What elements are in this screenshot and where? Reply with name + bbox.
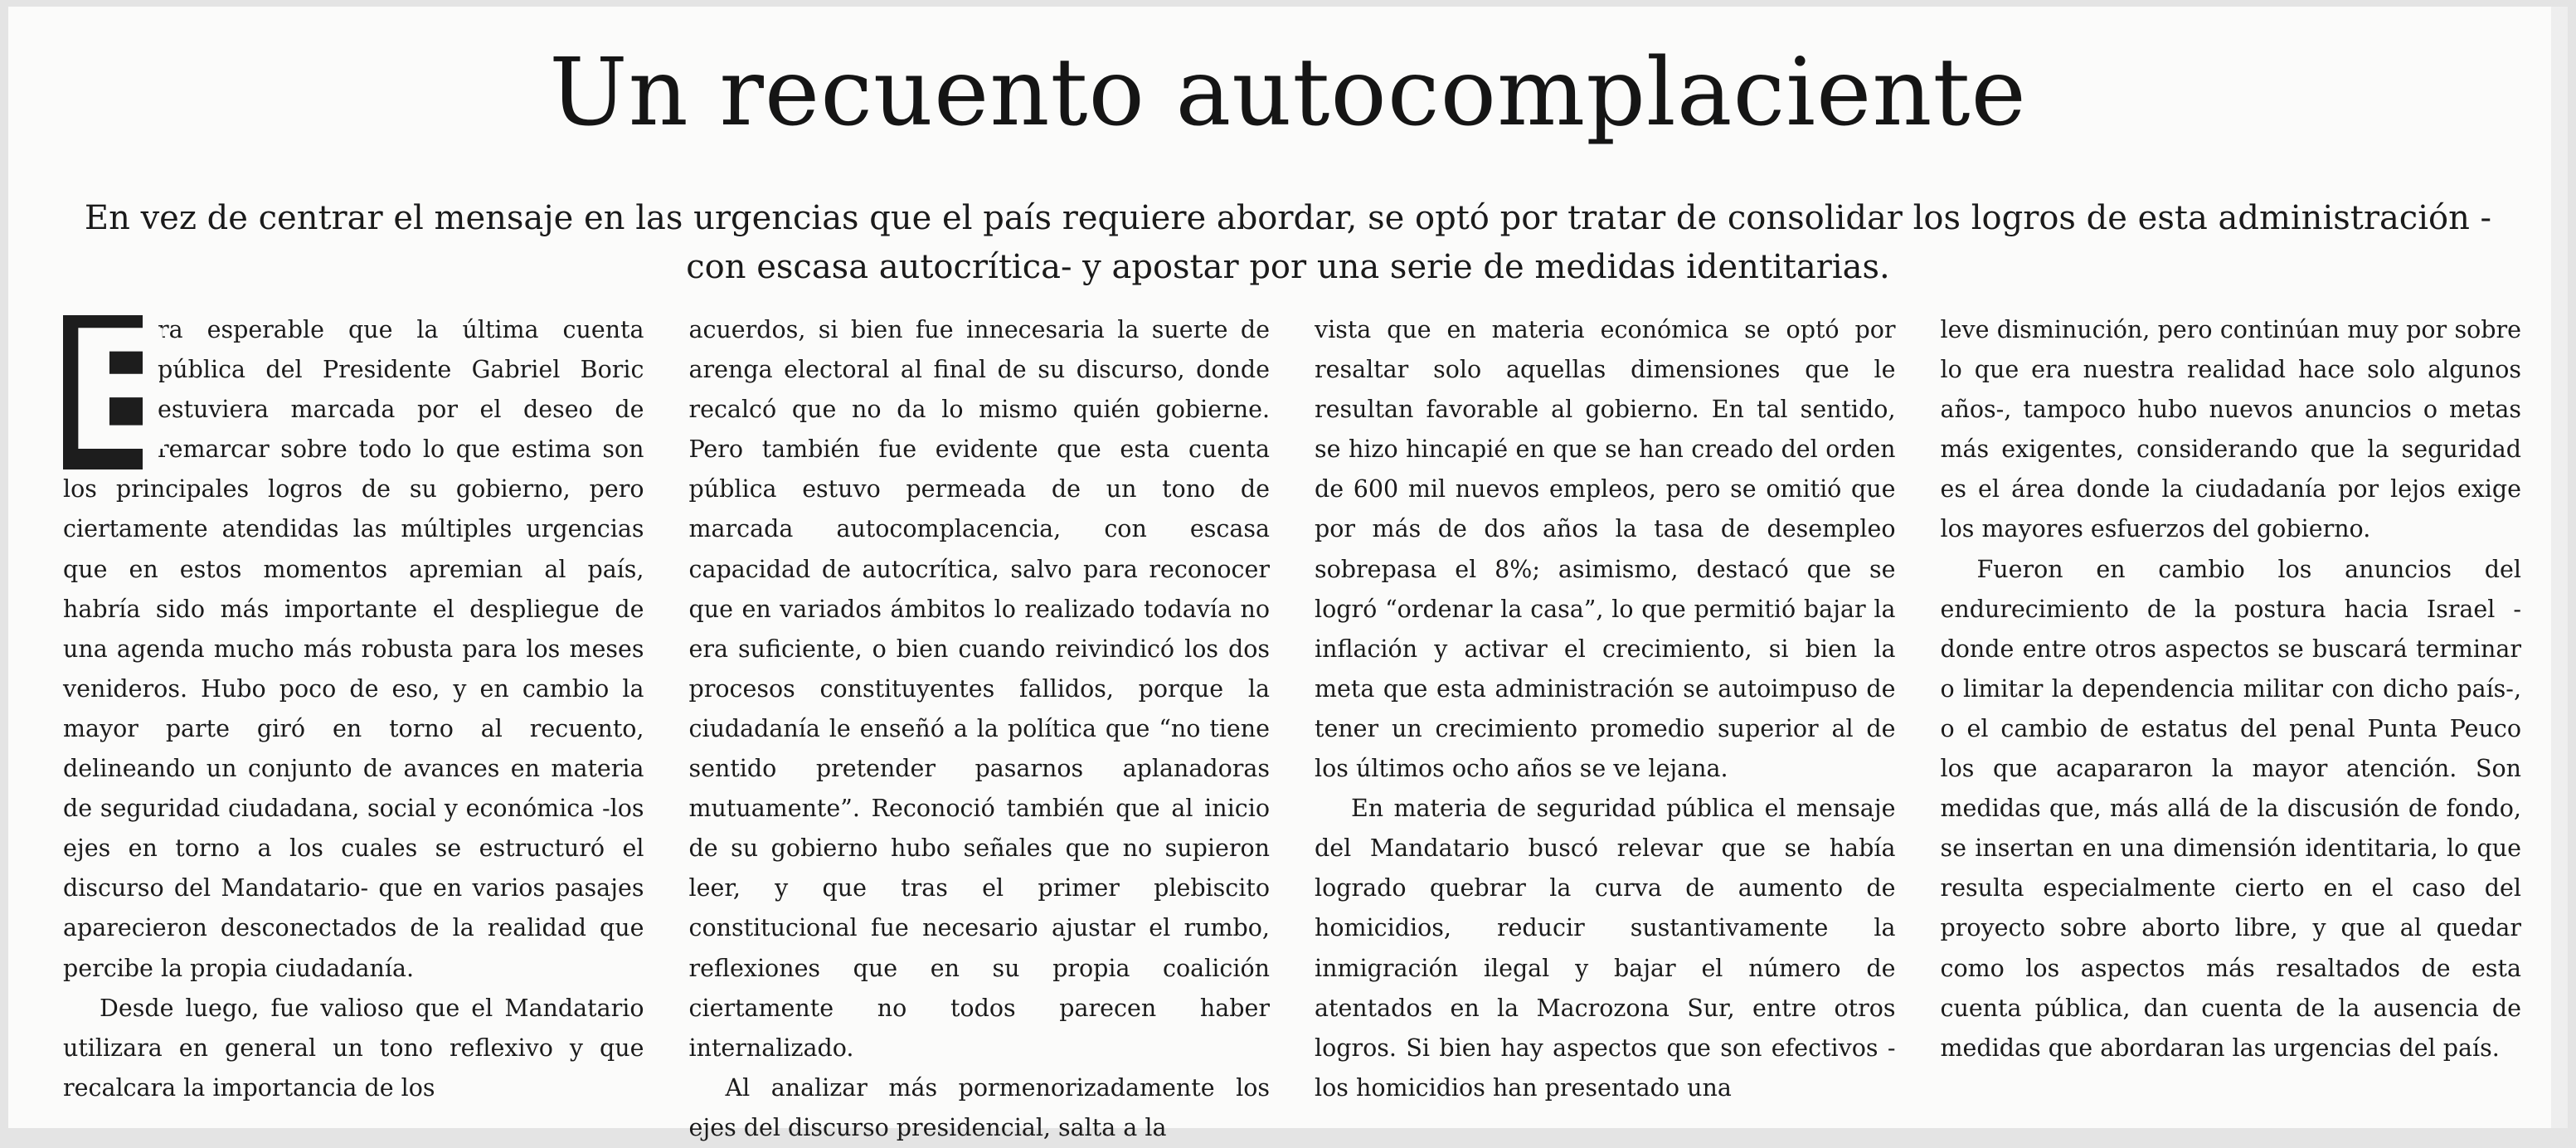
paragraph: vista que en materia económica se optó por resaltar solo aquellas dimensiones que le resultan favorable al gobierno. En tal sentido, se hizo hincapié en que se han creado del orden de 600 mil nuevos empleos, pero se omitió que por más de dos años la tasa de desempleo sobrepasa el 8%; asimismo, destacó que se logró “ordenar la casa”, lo que permitió bajar la inflación y activar el crecimiento, si bien la meta que esta administración se autoimpuso de tener un crecimiento promedio superior al de los últimos ocho años se ve lejana.: [1315, 316, 1896, 783]
paragraph: En materia de seguridad pública el mensaje del Mandatario buscó relevar que se había logrado quebrar la curva de aumento de homicidios, reducir sustantivamente la inmigración ilegal y bajar el número de atentados en la Macrozona Sur, entre otros logros. Si bien hay aspectos que son efectivos -los homicidios han presentado una: [1315, 795, 1896, 1102]
page-edge: [2551, 7, 2568, 1128]
drop-cap: [63, 295, 177, 489]
paragraph: Desde luego, fue valioso que el Mandatario utilizara en general un tono reflexivo y que recalcara la importancia de los: [63, 994, 644, 1102]
paragraph: Fueron en cambio los anuncios del endurecimiento de la postura hacia Israel -donde entre otros aspectos se buscará terminar o limitar la dependencia militar con dicho país-, o el cambio de estatus del penal Punta Peuco los que acapararon la mayor atención. Son medidas que, más allá de la discusión de fondo, se insertan en una dimensión identitaria, lo que resulta especialmente cierto en el caso del proyecto sobre aborto libre, y que al quedar como los aspectos más resaltados de esta cuenta pública, dan cuenta de la ausencia de medidas que abordaran las urgencias del país.: [1940, 555, 2521, 1062]
deck-subtitle: En vez de centrar el mensaje en las urgencias que el país requiere abordar, se optó por tratar de consolidar los logros de esta administración -con escasa autocrítica- y apostar por una serie de medidas identitarias.: [84, 199, 2492, 286]
paragraph: ra esperable que la última cuenta pública del Presidente Gabriel Boric estuviera marcada por el deseo de remarcar sobre todo lo que estima son los principales logros de su gobierno, pero ciertamente atendidas las múltiples urgencias que en estos momentos apremian al país, habría sido más importante el despliegue de una agenda mucho más robusta para los meses venideros. Hubo poco de eso, y en cambio la mayor parte giró en torno al recuento, delineando un conjunto de avances en materia de seguridad ciudadana, social y económica -los ejes en torno a los cuales se estructuró el discurso del Mandatario- que en varios pasajes aparecieron desconectados de la realidad que percibe la propia ciudadanía.: [63, 316, 644, 982]
paragraph: leve disminución, pero continúan muy por sobre lo que era nuestra realidad hace solo algunos años-, tampoco hubo nuevos anuncios o metas más exigentes, considerando que la seguridad es el área donde la ciudadanía por lejos exige los mayores esfuerzos del gobierno.: [1940, 316, 2521, 543]
drop-cap-letter: E: [63, 295, 177, 489]
column-3: [1315, 310, 1896, 1148]
paragraph: Al analizar más pormenorizadamente los ejes del discurso presidencial, salta a la: [688, 1073, 1270, 1141]
column-1: [63, 295, 644, 1148]
headline: Un recuento autocomplaciente: [549, 39, 2027, 147]
paragraph: acuerdos, si bien fue innecesaria la suerte de arenga electoral al final de su discurso, donde recalcó que no da lo mismo quién gobierne. Pero también fue evidente que esta cuenta pública estuvo permeada de un tono de marcada autocomplacencia, con escasa capacidad de autocrítica, salvo para reconocer que en variados ámbitos lo realizado todavía no era suficiente, o bien cuando reivindicó los dos procesos constituyentes fallidos, porque la ciudadanía le enseñó a la política que “no tiene sentido pretender pasarnos aplanadoras mutuamente”. Reconoció también que al inicio de su gobierno hubo señales que no supieron leer, y que tras el primer plebiscito constitucional fue necesario ajustar el rumbo, reflexiones que en su propia coalición ciertamente no todos parecen haber internalizado.: [688, 316, 1270, 1062]
newspaper-page: [8, 7, 2568, 1141]
column-2: [689, 310, 1271, 1148]
column-4: [1941, 310, 2522, 1148]
article-body: [63, 295, 2521, 1141]
